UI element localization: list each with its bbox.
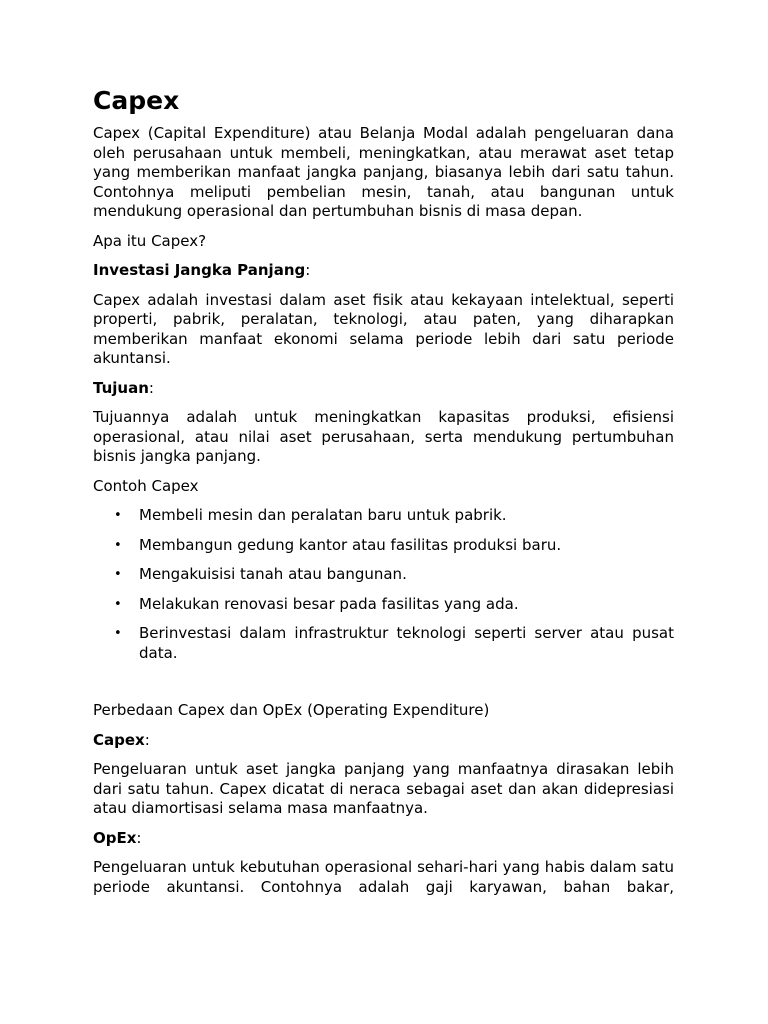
list-item bbox=[114, 624, 674, 663]
capex-paragraph: Pengeluaran untuk aset jangka panjang yang manfaatnya dirasakan lebih dari satu tahun. Capex dicatat di neraca sebagai aset dan akan didepresiasi atau diamortisasi selama masa manfaatnya. bbox=[93, 760, 674, 817]
section-spacer bbox=[93, 673, 674, 701]
list-item bbox=[114, 565, 674, 585]
page-title: Capex bbox=[93, 86, 180, 115]
purpose-label: Tujuan bbox=[93, 378, 149, 397]
purpose-heading bbox=[93, 379, 674, 399]
long-term-label: Investasi Jangka Panjang bbox=[93, 261, 306, 279]
list-item bbox=[114, 594, 674, 615]
difference-heading: Perbedaan Capex dan OpEx (Operating Expenditure) bbox=[93, 701, 490, 719]
examples-heading: Contoh Capex bbox=[93, 476, 199, 495]
bullet-icon: • bbox=[114, 596, 122, 612]
bullet-icon: • bbox=[114, 567, 122, 582]
list-item bbox=[114, 535, 674, 556]
long-term-heading bbox=[93, 261, 674, 281]
list-item bbox=[114, 506, 674, 526]
intro-paragraph: Capex (Capital Expenditure) atau Belanja Modal adalah pengeluaran dana oleh perusahaan untuk membeli, meningkatkan, atau merawat aset tetap yang memberikan manfaat jangka panjang, biasanya lebih dari satu tahun. Contohnya meliputi pembelian mesin, tanah, atau bangunan untuk mendukung operasional dan pertumbuhan bisnis di masa depan. bbox=[93, 124, 674, 220]
examples-list bbox=[93, 506, 674, 663]
bullet-icon: • bbox=[114, 508, 122, 523]
capex-colon: : bbox=[144, 730, 150, 749]
purpose-colon: : bbox=[148, 378, 154, 397]
list-item-text: Mengakuisisi tanah atau bangunan. bbox=[139, 565, 407, 583]
list-item-text: Membangun gedung kantor atau fasilitas produksi baru. bbox=[139, 535, 562, 554]
bullet-icon: • bbox=[114, 537, 122, 553]
capex-label: Capex bbox=[93, 730, 145, 749]
list-item-text: Melakukan renovasi besar pada fasilitas yang ada. bbox=[139, 594, 519, 613]
what-is-heading: Apa itu Capex? bbox=[93, 231, 207, 250]
list-item-text: Berinvestasi dalam infrastruktur teknologi seperti server atau pusat data. bbox=[139, 624, 674, 662]
purpose-paragraph: Tujuannya adalah untuk meningkatkan kapasitas produksi, efisiensi operasional, atau nilai aset perusahaan, serta mendukung pertumbuhan bisnis jangka panjang. bbox=[93, 408, 674, 465]
opex-heading bbox=[93, 829, 674, 849]
capex-heading bbox=[93, 731, 674, 751]
opex-label: OpEx bbox=[93, 828, 137, 847]
long-term-paragraph: Capex adalah investasi dalam aset fisik atau kekayaan intelektual, seperti properti, pabrik, peralatan, teknologi, atau paten, yang diharapkan memberikan manfaat ekonomi selama periode lebih dari satu periode akuntansi. bbox=[93, 290, 674, 367]
list-item-text: Membeli mesin dan peralatan baru untuk pabrik. bbox=[139, 506, 507, 524]
long-term-colon: : bbox=[305, 261, 311, 279]
opex-paragraph: Pengeluaran untuk kebutuhan operasional sehari-hari yang habis dalam satu periode akuntansi. Contohnya adalah gaji karyawan, bahan bakar, bbox=[93, 858, 674, 896]
bullet-icon: • bbox=[114, 626, 122, 641]
document-page bbox=[93, 84, 674, 907]
opex-colon: : bbox=[136, 828, 142, 847]
